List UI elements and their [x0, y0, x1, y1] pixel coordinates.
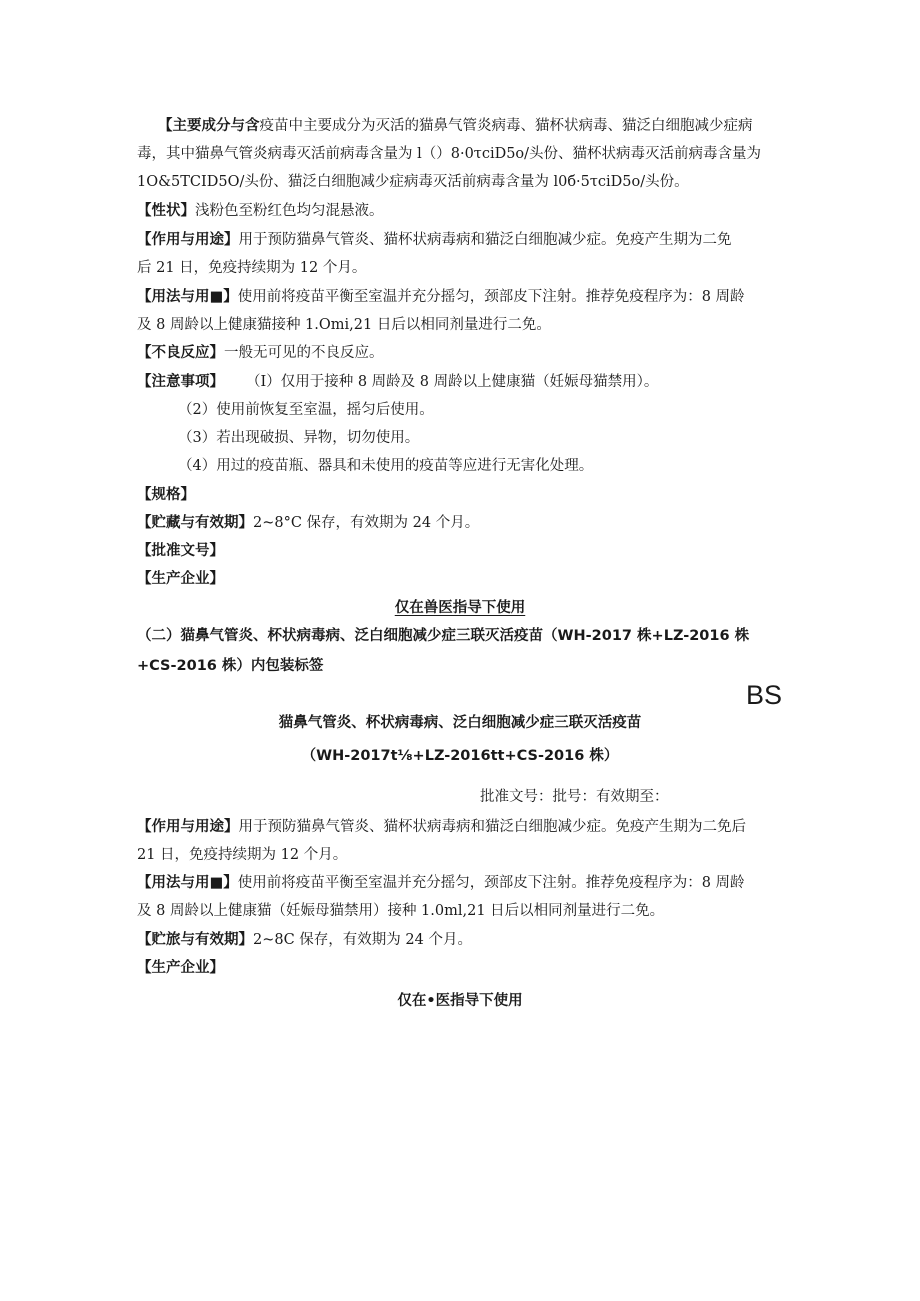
dosage-line-2: 及 8 周龄以上健康猫接种 1.Omi,21 日后以相同剂量进行二免。 — [137, 317, 551, 333]
vet-notice: 仅在兽医指导下使用 — [394, 600, 526, 616]
storage-label: 【贮藏与有效期】 — [137, 515, 253, 531]
label-dosage-label: 【用法与用■】 — [137, 875, 238, 891]
composition-label: 【主要成分与含 — [158, 118, 260, 134]
label-dosage-line-2: 及 8 周龄以上健康猫（妊娠母猫禁用）接种 1.0ml,21 日后以相同剂量进行二免。 — [137, 903, 665, 919]
appearance-line — [137, 201, 384, 221]
section2-heading-line-1: （二）猫鼻气管炎、杯状病毒病、泛白细胞减少症三联灭活疫苗（WH-2017 株+LZ-2016 株 — [137, 628, 750, 644]
product-strains: （WH-2017t⅛+LZ-2016tt+CS-2016 株） — [301, 748, 619, 764]
precaution-item-2: （2）使用前恢复至室温，摇匀后使用。 — [178, 402, 434, 418]
storage-text: 2~8°C 保存，有效期为 24 个月。 — [253, 515, 480, 531]
composition-line-1 — [158, 116, 753, 136]
label-indications-label: 【作用与用途】 — [137, 819, 239, 835]
bs-logo: BS — [746, 680, 783, 710]
label-vet-notice: 仅在•医指导下使用 — [397, 993, 523, 1009]
dosage-text-1: 使用前将疫苗平衡至室温并充分摇匀，颈部皮下注射。推荐免疫程序为：8 周龄 — [237, 289, 745, 305]
approval-batch-expiry-line: 批准文号：批号：有效期至： — [480, 789, 669, 805]
label-manufacturer-label: 【生产企业】 — [137, 960, 224, 976]
storage-line — [137, 513, 479, 533]
label-indications-text-1: 用于预防猫鼻气管炎、猫杯状病毒病和猫泛白细胞减少症。免疫产生期为二免后 — [238, 819, 746, 835]
product-title: 猫鼻气管炎、杯状病毒病、泛白细胞减少症三联灭活疫苗 — [278, 715, 642, 731]
precautions-line-1 — [137, 372, 658, 392]
adverse-line — [137, 343, 384, 363]
section2-heading-line-2: +CS-2016 株）内包装标签 — [137, 658, 324, 674]
label-dosage-line-1 — [137, 873, 745, 893]
adverse-text: 一般无可见的不良反应。 — [224, 345, 384, 361]
label-storage-text: 2~8C 保存，有效期为 24 个月。 — [253, 932, 472, 948]
label-dosage-text-1: 使用前将疫苗平衡至室温并充分摇匀，颈部皮下注射。推荐免疫程序为：8 周龄 — [237, 875, 745, 891]
composition-text-1: 疫苗中主要成分为灭活的猫鼻气管炎病毒、猫杯状病毒、猫泛白细胞减少症病 — [259, 118, 753, 134]
composition-line-2: 毒，其中猫鼻气管炎病毒灭活前病毒含量为 l（）8·0τciD5o/头份、猫杯状病毒灭活前病毒含量为 — [137, 146, 762, 162]
adverse-label: 【不良反应】 — [137, 345, 224, 361]
indications-text-1: 用于预防猫鼻气管炎、猫杯状病毒病和猫泛白细胞减少症。免疫产生期为二免 — [238, 232, 732, 248]
indications-line-1 — [137, 230, 732, 250]
manufacturer-label: 【生产企业】 — [137, 571, 224, 587]
dosage-line-1 — [137, 287, 745, 307]
appearance-label: 【性状】 — [137, 203, 195, 219]
composition-line-3: 1O&5TCID5O/头份、猫泛白细胞减少症病毒灭活前病毒含量为 l0б·5τciD5o/头份。 — [137, 174, 689, 190]
label-storage-label: 【贮旅与有效期】 — [137, 932, 253, 948]
precaution-item-4: （4）用过的疫苗瓶、器具和未使用的疫苗等应进行无害化处理。 — [178, 458, 594, 474]
spec-label: 【规格】 — [137, 487, 195, 503]
appearance-text: 浅粉色至粉红色均匀混悬液。 — [195, 203, 384, 219]
precaution-item-1: （I）仅用于接种 8 周龄及 8 周龄以上健康猫（妊娠母猫禁用）。 — [246, 374, 659, 390]
label-indications-line-1 — [137, 817, 746, 837]
label-storage-line — [137, 930, 472, 950]
approval-label: 【批准文号】 — [137, 543, 224, 559]
precaution-item-3: （3）若出现破损、异物，切勿使用。 — [178, 430, 420, 446]
indications-label: 【作用与用途】 — [137, 232, 239, 248]
dosage-label: 【用法与用■】 — [137, 289, 238, 305]
precautions-label: 【注意事项】 — [137, 374, 224, 390]
label-indications-line-2: 21 日，免疫持续期为 12 个月。 — [137, 847, 348, 863]
indications-line-2: 后 21 日，免疫持续期为 12 个月。 — [137, 260, 367, 276]
